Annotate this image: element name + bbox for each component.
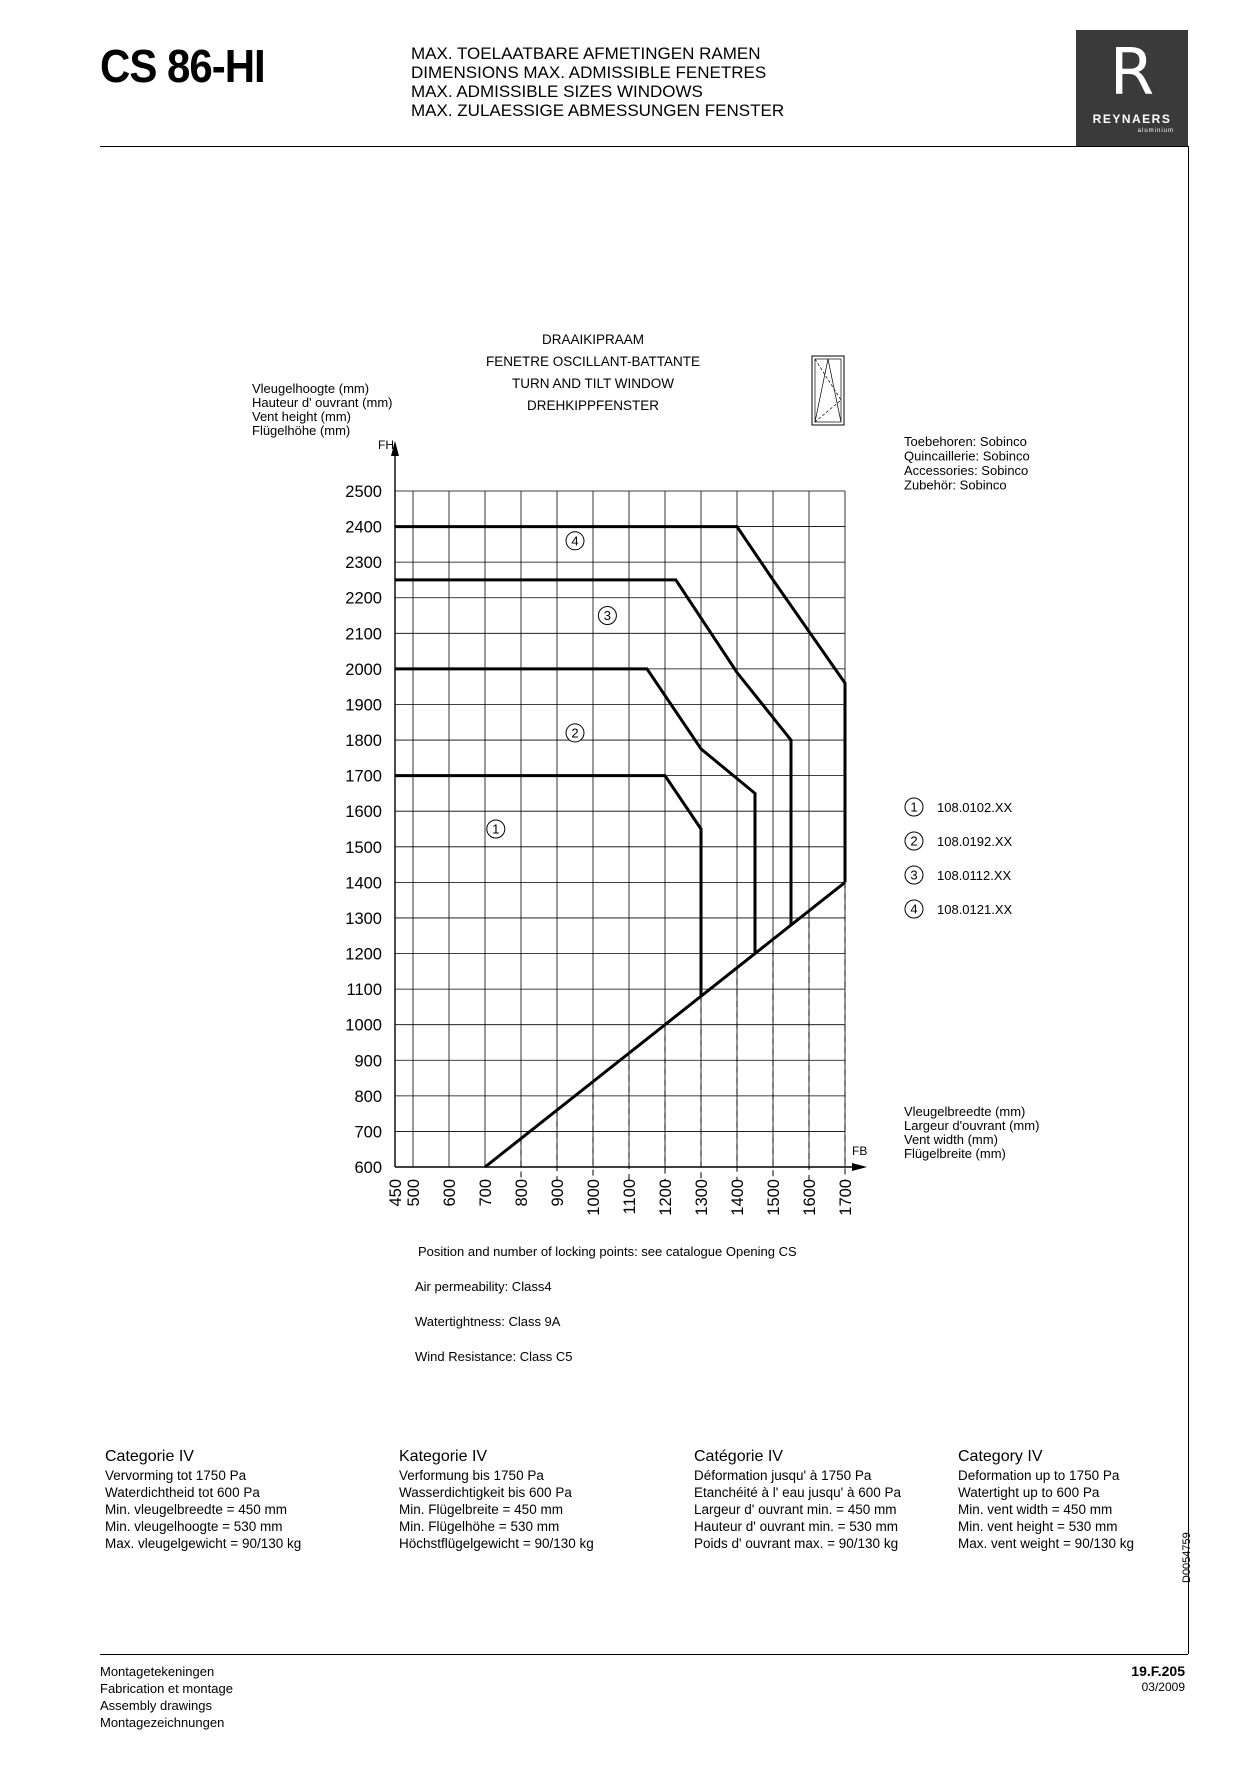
accessories-line: Accessories: Sobinco xyxy=(904,463,1029,478)
x-tick-label: 1500 xyxy=(765,1179,783,1216)
category-de xyxy=(399,1447,594,1552)
x-tick-label: 1000 xyxy=(585,1179,603,1216)
note-wind: Wind Resistance: Class C5 xyxy=(415,1349,573,1364)
x-tick-label: 1200 xyxy=(657,1179,675,1216)
category-heading: Categorie IV xyxy=(105,1448,194,1465)
note-air: Air permeability: Class4 xyxy=(415,1279,552,1294)
y-tick-label: 1000 xyxy=(345,1016,382,1035)
chart-title-line: DREHKIPPFENSTER xyxy=(526,398,660,413)
x-tick-label: 1300 xyxy=(693,1179,711,1216)
y-tick-label: 2300 xyxy=(345,554,382,573)
y-axis-label-line: Flügelhöhe (mm) xyxy=(252,423,351,438)
y-tick-label: 700 xyxy=(354,1123,382,1142)
tilt-turn-window-icon xyxy=(812,356,844,425)
category-line: Poids d' ouvrant max. = 90/130 kg xyxy=(694,1536,899,1551)
accessories-line: Toebehoren: Sobinco xyxy=(904,434,1027,449)
y-tick-label: 1300 xyxy=(345,909,382,928)
y-tick-label: 900 xyxy=(354,1052,382,1071)
legend-number-3: 3 xyxy=(910,867,918,883)
y-axis-symbol: FH xyxy=(378,438,394,452)
legend-code-2: 108.0192.XX xyxy=(937,834,1013,849)
category-heading: Kategorie IV xyxy=(399,1448,488,1465)
category-line: Déformation jusqu' à 1750 Pa xyxy=(694,1468,872,1483)
x-tick-label: 700 xyxy=(477,1179,495,1207)
footer-line: Montagetekeningen xyxy=(100,1664,215,1679)
category-line: Min. Flügelhöhe = 530 mm xyxy=(399,1519,560,1534)
note-locking: Position and number of locking points: see catalogue Opening CS xyxy=(418,1244,797,1259)
region-labels xyxy=(487,532,617,838)
grid xyxy=(395,491,845,1181)
legend-code-3: 108.0112.XX xyxy=(937,868,1012,883)
footer-line: Montagezeichnungen xyxy=(100,1715,225,1730)
region-number-4: 4 xyxy=(571,533,579,549)
document-id: D0054759 xyxy=(1181,1532,1193,1583)
x-axis-label-line: Vent width (mm) xyxy=(904,1132,998,1147)
category-line: Waterdichtheid tot 600 Pa xyxy=(105,1485,260,1500)
category-heading: Catégorie IV xyxy=(694,1448,783,1465)
chart-title-line: FENETRE OSCILLANT-BATTANTE xyxy=(485,354,701,369)
footer-line: Assembly drawings xyxy=(100,1698,212,1713)
x-tick-label: 600 xyxy=(441,1179,459,1207)
drawing-code: 19.F.205 xyxy=(1131,1663,1185,1679)
region-number-2: 2 xyxy=(571,725,579,741)
legend-number-1: 1 xyxy=(910,799,918,815)
y-tick-label: 1600 xyxy=(345,803,382,822)
category-line: Min. vleugelhoogte = 530 mm xyxy=(105,1519,283,1534)
note-water: Watertightness: Class 9A xyxy=(415,1314,561,1329)
category-line: Min. vent width = 450 mm xyxy=(958,1502,1113,1517)
category-line: Watertight up to 600 Pa xyxy=(958,1485,1100,1500)
category-en xyxy=(958,1447,1134,1552)
legend-code-1: 108.0102.XX xyxy=(937,800,1013,815)
category-line: Max. vent weight = 90/130 kg xyxy=(958,1536,1134,1551)
y-axis-label-line: Hauteur d' ouvrant (mm) xyxy=(252,395,393,410)
y-tick-label: 2500 xyxy=(345,483,382,501)
x-tick-label: 500 xyxy=(405,1179,423,1207)
category-line: Max. vleugelgewicht = 90/130 kg xyxy=(105,1536,302,1551)
footer-line: Fabrication et montage xyxy=(100,1681,233,1696)
ticks xyxy=(345,483,855,1216)
series-line-1 xyxy=(395,776,701,997)
logo-mark: R xyxy=(1109,36,1155,110)
y-tick-label: 1900 xyxy=(345,696,382,715)
category-line: Wasserdichtigkeit bis 600 Pa xyxy=(399,1485,572,1500)
category-line: Vervorming tot 1750 Pa xyxy=(105,1468,247,1483)
x-axis-label-line: Flügelbreite (mm) xyxy=(904,1146,1006,1161)
category-nl xyxy=(105,1447,301,1552)
title-en: MAX. ADMISSIBLE SIZES WINDOWS xyxy=(411,82,703,101)
y-tick-label: 2400 xyxy=(345,518,382,537)
category-line: Deformation up to 1750 Pa xyxy=(958,1468,1120,1483)
y-tick-label: 1400 xyxy=(345,874,382,893)
y-axis-label-line: Vent height (mm) xyxy=(252,409,351,424)
y-axis-label-group xyxy=(252,381,394,452)
y-axis-label-line: Vleugelhoogte (mm) xyxy=(252,381,370,396)
legend-code-4: 108.0121.XX xyxy=(937,902,1013,917)
footer-section xyxy=(100,1663,233,1731)
x-axis-symbol: FB xyxy=(852,1144,868,1158)
category-heading: Category IV xyxy=(958,1448,1043,1465)
title-de: MAX. ZULAESSIGE ABMESSUNGEN FENSTER xyxy=(411,101,785,120)
category-line: Etanchéité à l' eau jusqu' à 600 Pa xyxy=(694,1485,902,1500)
x-axis-label-line: Largeur d'ouvrant (mm) xyxy=(904,1118,1040,1133)
y-tick-label: 800 xyxy=(354,1087,382,1106)
x-tick-label: 1400 xyxy=(729,1179,747,1216)
drawing-date: 03/2009 xyxy=(1141,1680,1185,1694)
y-tick-label: 1200 xyxy=(345,945,382,964)
title-fr: DIMENSIONS MAX. ADMISSIBLE FENETRES xyxy=(411,63,767,82)
x-axis-arrow xyxy=(852,1163,867,1171)
accessories-group xyxy=(904,434,1030,493)
y-tick-label: 1100 xyxy=(346,981,382,1000)
category-line: Min. vent height = 530 mm xyxy=(958,1519,1118,1534)
category-line: Min. vleugelbreedte = 450 mm xyxy=(105,1502,287,1517)
category-fr xyxy=(694,1447,901,1552)
chart-title-line: TURN AND TILT WINDOW xyxy=(512,376,674,391)
legend-number-4: 4 xyxy=(910,901,918,917)
accessories-line: Quincaillerie: Sobinco xyxy=(904,448,1030,464)
logo-name: REYNAERS xyxy=(1092,112,1172,126)
logo-sub: aluminium xyxy=(1137,128,1174,134)
accessories-line: Zubehör: Sobinco xyxy=(904,477,1007,493)
chart-title-line: DRAAIKIPRAAM xyxy=(541,332,645,347)
category-line: Höchstflügelgewicht = 90/130 kg xyxy=(399,1536,594,1551)
x-tick-label: 450 xyxy=(387,1179,405,1207)
y-tick-label: 2000 xyxy=(345,660,382,679)
y-tick-label: 1800 xyxy=(345,732,382,751)
x-axis-label-group xyxy=(904,1104,1039,1161)
footer-rule xyxy=(100,1654,1188,1655)
x-tick-label: 900 xyxy=(549,1179,567,1207)
region-number-1: 1 xyxy=(492,821,500,837)
category-line: Largeur d' ouvrant min. = 450 mm xyxy=(694,1502,897,1517)
category-line: Hauteur d' ouvrant min. = 530 mm xyxy=(694,1519,899,1534)
category-line: Min. Flügelbreite = 450 mm xyxy=(399,1502,563,1517)
region-number-3: 3 xyxy=(603,608,612,624)
y-tick-label: 600 xyxy=(354,1159,382,1177)
legend xyxy=(905,798,1013,918)
y-tick-label: 1500 xyxy=(345,838,382,857)
category-line: Verformung bis 1750 Pa xyxy=(399,1468,544,1483)
x-tick-label: 1600 xyxy=(801,1179,819,1216)
product-code: CS 86-HI xyxy=(100,40,265,92)
x-tick-label: 1700 xyxy=(837,1179,855,1216)
legend-number-2: 2 xyxy=(910,833,918,849)
y-tick-label: 2200 xyxy=(345,589,382,608)
title-nl: MAX. TOELAATBARE AFMETINGEN RAMEN xyxy=(411,44,761,63)
y-tick-label: 2100 xyxy=(345,625,382,644)
x-tick-label: 1100 xyxy=(621,1179,639,1215)
chart-title-group xyxy=(486,332,700,413)
x-tick-label: 800 xyxy=(513,1179,531,1207)
x-axis-label-line: Vleugelbreedte (mm) xyxy=(904,1104,1026,1119)
y-tick-label: 1700 xyxy=(345,767,382,786)
